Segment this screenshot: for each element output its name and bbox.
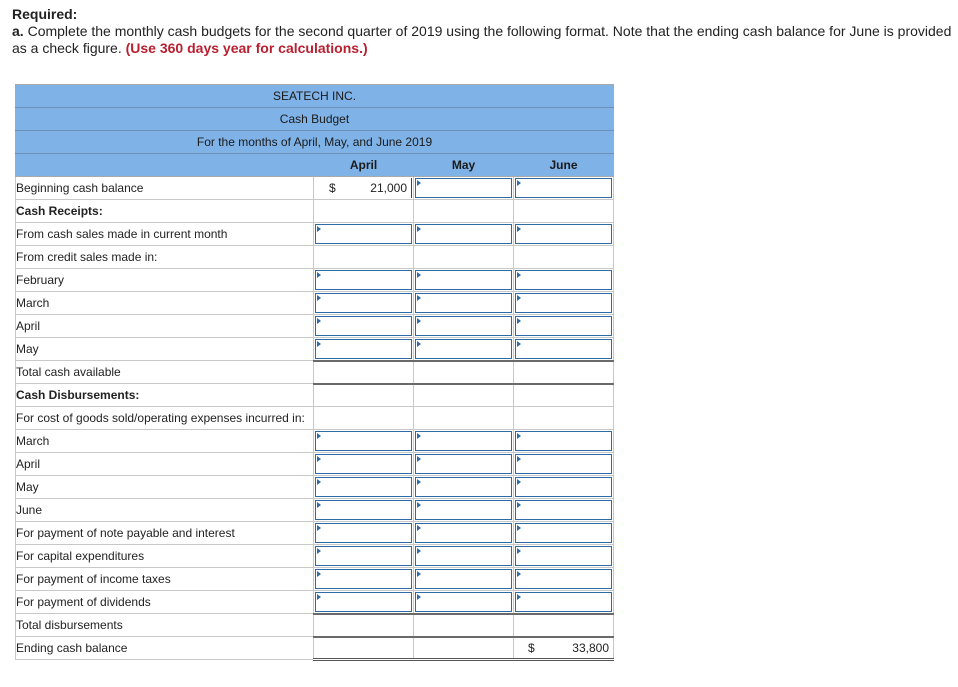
may-note-payable-input[interactable] (414, 522, 514, 545)
instructions-text: Complete the monthly cash budgets for the second quarter of 2019 using the following format. Note that the ending cash balance for June is provided as a check figure. (12, 23, 952, 56)
may-feb-credit-input[interactable] (414, 269, 514, 292)
june-mar-cogs-input[interactable] (514, 430, 614, 453)
april-apr-cogs-input[interactable] (314, 453, 414, 476)
may-beginning-cash-input[interactable] (414, 177, 514, 200)
april-mar-credit-input[interactable] (314, 292, 414, 315)
may-may-credit-input[interactable] (414, 338, 514, 361)
row-cogs (16, 407, 614, 430)
instructions-emphasis: (Use 360 days year for calculations.) (125, 40, 368, 56)
april-dividends-input[interactable] (314, 591, 414, 614)
given-value: 33,800 (572, 640, 609, 655)
given-value: 21,000 (370, 181, 407, 195)
may-total-available (414, 361, 514, 384)
june-may-cogs-input[interactable] (514, 476, 614, 499)
april-cash-sales-input[interactable] (314, 223, 414, 246)
row-income-taxes (16, 568, 614, 591)
april-income-taxes-input[interactable] (314, 568, 414, 591)
row-label: June (16, 499, 314, 522)
row-label: For payment of income taxes (16, 568, 314, 591)
row-label: Beginning cash balance (16, 177, 314, 200)
row-label: From cash sales made in current month (16, 223, 314, 246)
row-label: For payment of note payable and interest (16, 522, 314, 545)
may-apr-credit-input[interactable] (414, 315, 514, 338)
row-label: February (16, 269, 314, 292)
april-mar-cogs-input[interactable] (314, 430, 414, 453)
row-label: From credit sales made in: (16, 246, 314, 269)
may-capex-input[interactable] (414, 545, 514, 568)
instructions (12, 6, 952, 57)
may-mar-credit-input[interactable] (414, 292, 514, 315)
may-ending-cash (414, 637, 514, 660)
section-label: Cash Receipts: (16, 200, 314, 223)
row-cash-sales (16, 223, 614, 246)
row-label: For capital expenditures (16, 545, 314, 568)
row-label: For payment of dividends (16, 591, 314, 614)
april-feb-credit-input[interactable] (314, 269, 414, 292)
june-cash-sales-input[interactable] (514, 223, 614, 246)
row-note-payable (16, 522, 614, 545)
row-ending-cash (16, 637, 614, 660)
budget-period: For the months of April, May, and June 2019 (16, 131, 614, 154)
dollar-sign: $ (528, 640, 535, 655)
row-label: March (16, 292, 314, 315)
instructions-body (12, 23, 952, 57)
may-income-taxes-input[interactable] (414, 568, 514, 591)
row-label: For cost of goods sold/operating expenses incurred in: (16, 407, 314, 430)
april-total-disbursements (314, 614, 414, 637)
june-total-disbursements (514, 614, 614, 637)
june-apr-cogs-input[interactable] (514, 453, 614, 476)
row-label: April (16, 315, 314, 338)
row-label: March (16, 430, 314, 453)
june-mar-credit-input[interactable] (514, 292, 614, 315)
section-label: Cash Disbursements: (16, 384, 314, 407)
april-jun-cogs-input[interactable] (314, 499, 414, 522)
row-cash-receipts (16, 200, 614, 223)
row-credit-sales (16, 246, 614, 269)
row-may (16, 338, 614, 361)
june-note-payable-input[interactable] (514, 522, 614, 545)
column-header-april: April (314, 154, 414, 177)
row-label: May (16, 338, 314, 361)
may-mar-cogs-input[interactable] (414, 430, 514, 453)
row-beginning-cash (16, 177, 614, 200)
part-label: a. (12, 23, 24, 39)
may-apr-cogs-input[interactable] (414, 453, 514, 476)
april-total-available (314, 361, 414, 384)
april-note-payable-input[interactable] (314, 522, 414, 545)
may-total-disbursements (414, 614, 514, 637)
row-cash-disbursements (16, 384, 614, 407)
row-label: April (16, 453, 314, 476)
budget-title: Cash Budget (16, 108, 614, 131)
row-capex (16, 545, 614, 568)
april-may-cogs-input[interactable] (314, 476, 414, 499)
may-dividends-input[interactable] (414, 591, 514, 614)
row-d-jun (16, 499, 614, 522)
june-apr-credit-input[interactable] (514, 315, 614, 338)
row-d-apr (16, 453, 614, 476)
column-header-june: June (514, 154, 614, 177)
cash-budget-table (15, 84, 614, 661)
june-income-taxes-input[interactable] (514, 568, 614, 591)
june-capex-input[interactable] (514, 545, 614, 568)
june-jun-cogs-input[interactable] (514, 499, 614, 522)
row-total-available (16, 361, 614, 384)
row-dividends (16, 591, 614, 614)
row-d-may (16, 476, 614, 499)
row-label: Ending cash balance (16, 637, 314, 660)
april-apr-credit-input[interactable] (314, 315, 414, 338)
dollar-sign: $ (329, 181, 336, 195)
row-label: Total cash available (16, 361, 314, 384)
company-name: SEATECH INC. (16, 85, 614, 108)
row-total-disbursements (16, 614, 614, 637)
may-may-cogs-input[interactable] (414, 476, 514, 499)
row-label: Total disbursements (16, 614, 314, 637)
april-capex-input[interactable] (314, 545, 414, 568)
june-may-credit-input[interactable] (514, 338, 614, 361)
may-cash-sales-input[interactable] (414, 223, 514, 246)
may-jun-cogs-input[interactable] (414, 499, 514, 522)
april-ending-cash (314, 637, 414, 660)
april-beginning-cash (314, 177, 414, 200)
june-beginning-cash-input[interactable] (514, 177, 614, 200)
row-apr (16, 315, 614, 338)
row-mar (16, 292, 614, 315)
row-d-mar (16, 430, 614, 453)
june-ending-cash (514, 637, 614, 660)
required-heading: Required: (12, 6, 78, 22)
june-dividends-input[interactable] (514, 591, 614, 614)
row-label: May (16, 476, 314, 499)
june-feb-credit-input[interactable] (514, 269, 614, 292)
row-feb (16, 269, 614, 292)
april-may-credit-input[interactable] (314, 338, 414, 361)
label-column-header (16, 154, 314, 177)
column-header-may: May (414, 154, 514, 177)
june-total-available (514, 361, 614, 384)
